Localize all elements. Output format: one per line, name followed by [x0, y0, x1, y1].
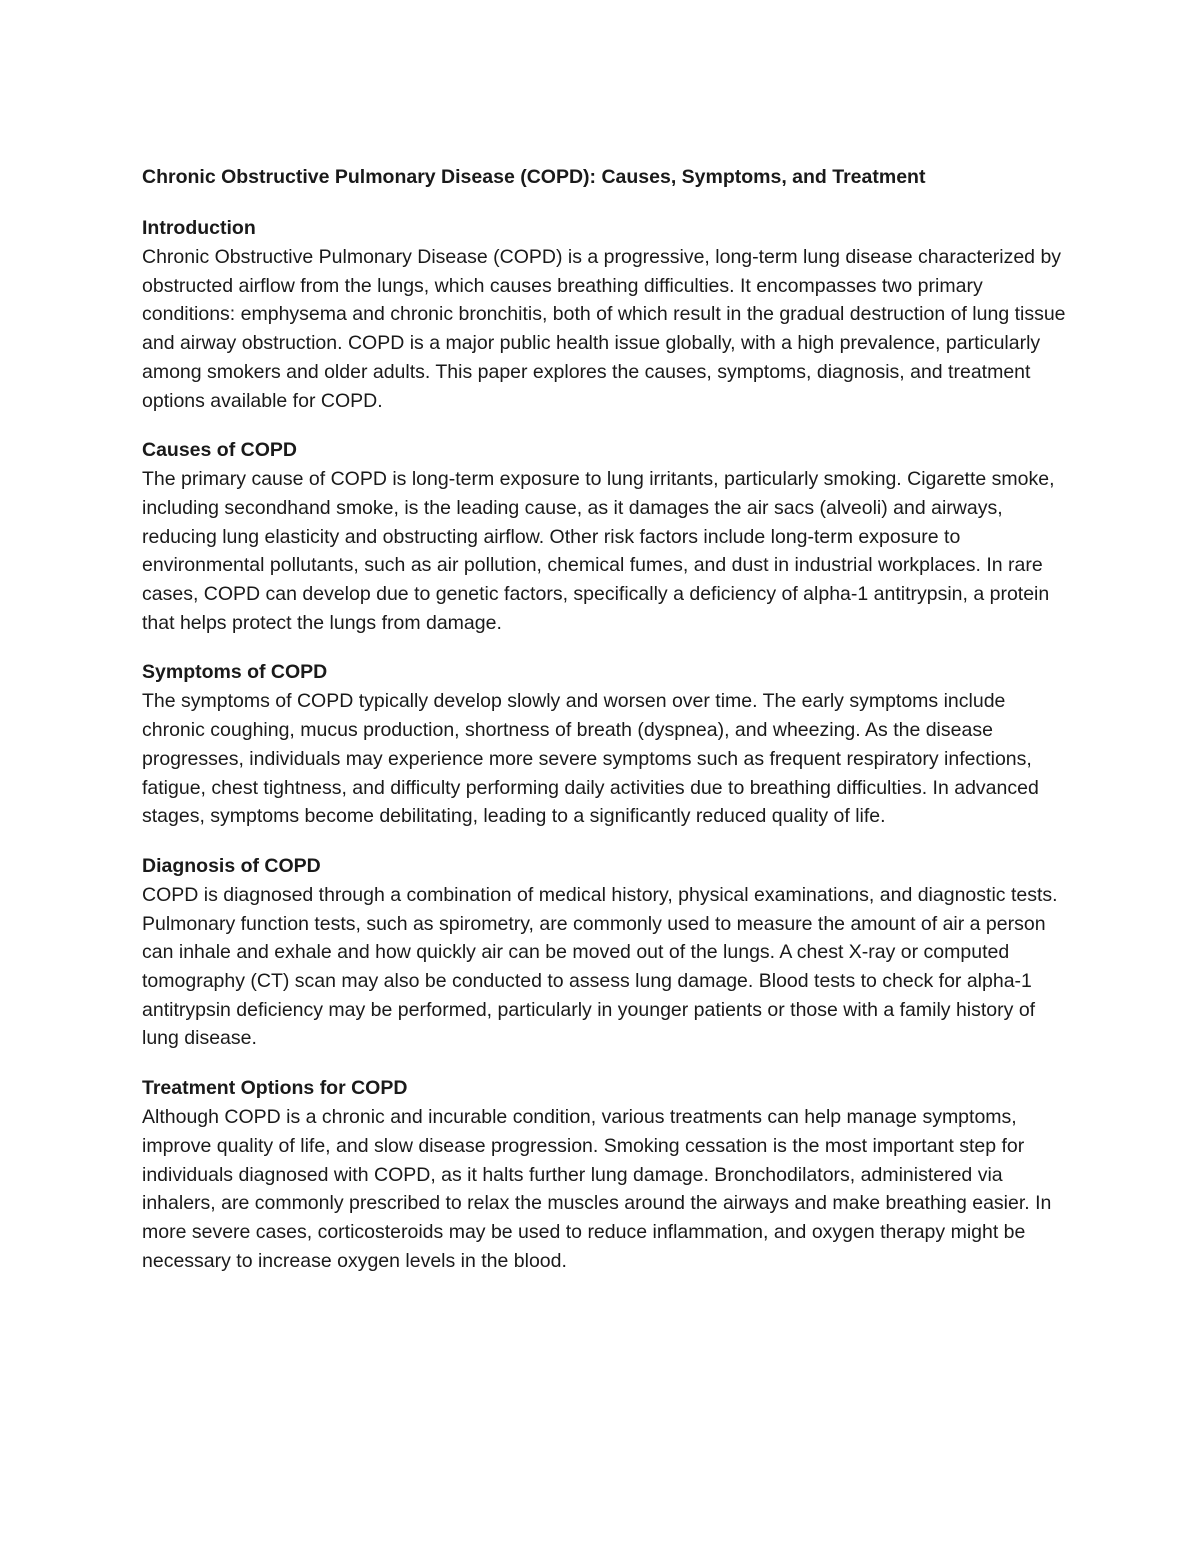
section-heading: Treatment Options for COPD — [142, 1077, 408, 1100]
section-symptoms — [142, 658, 1072, 831]
section-introduction — [142, 214, 1072, 415]
section-treatment — [142, 1074, 1072, 1275]
section-heading: Symptoms of COPD — [142, 661, 328, 684]
section-paragraph: COPD is diagnosed through a combination of medical history, physical examinations, and diagnostic tests. Pulmonary function tests, such as spirometry, are commonly used to measure the amount of air a person can inhale and exhale and how quickly air can be moved out of the lungs. A chest X-ray or computed tomography (CT) scan may also be conducted to assess lung damage. Blood tests to check for alpha-1 antitrypsin deficiency may be performed, particularly in younger patients or those with a family history of lung disease. — [142, 883, 1058, 1050]
section-heading: Causes of COPD — [142, 439, 297, 462]
section-heading: Diagnosis of COPD — [142, 854, 321, 877]
document-title: Chronic Obstructive Pulmonary Disease (COPD): Causes, Symptoms, and Treatment — [142, 166, 926, 188]
section-paragraph: Although COPD is a chronic and incurable condition, various treatments can help manage symptoms, improve quality of life, and slow disease progression. Smoking cessation is the most important step for individuals diagnosed with COPD, as it halts further lung damage. Bronchodilators, administered via inhalers, are commonly prescribed to relax the muscles around the airways and make breathing easier. In more severe cases, corticosteroids may be used to reduce inflammation, and oxygen therapy might be necessary to increase oxygen levels in the blood. — [142, 1106, 1052, 1272]
section-paragraph: The symptoms of COPD typically develop slowly and worsen over time. The early symptoms include chronic coughing, mucus production, shortness of breath (dyspnea), and wheezing. As the disease progresses, individuals may experience more severe symptoms such as frequent respiratory infections, fatigue, chest tightness, and difficulty performing daily activities due to breathing difficulties. In advanced stages, symptoms become debilitating, leading to a significantly reduced quality of life. — [142, 690, 1039, 828]
section-diagnosis — [142, 852, 1072, 1053]
section-paragraph: Chronic Obstructive Pulmonary Disease (COPD) is a progressive, long-term lung disease characterized by obstructed airflow from the lungs, which causes breathing difficulties. It encompasses two primary conditions: emphysema and chronic bronchitis, both of which result in the gradual destruction of lung tissue and airway obstruction. COPD is a major public health issue globally, with a high prevalence, particularly among smokers and older adults. This paper explores the causes, symptoms, diagnosis, and treatment options available for COPD. — [142, 246, 1066, 412]
section-causes — [142, 436, 1072, 637]
section-paragraph: The primary cause of COPD is long-term exposure to lung irritants, particularly smoking. Cigarette smoke, including secondhand smoke, is the leading cause, as it damages the air sacs (alveoli) and airways, reducing lung elasticity and obstructing airflow. Other risk factors include long-term exposure to environmental pollutants, such as air pollution, chemical fumes, and dust in industrial workplaces. In rare cases, COPD can develop due to genetic factors, specifically a deficiency of alpha-1 antitrypsin, a protein that helps protect the lungs from damage. — [142, 468, 1055, 634]
document-content — [142, 163, 1072, 1296]
section-heading: Introduction — [142, 217, 256, 239]
